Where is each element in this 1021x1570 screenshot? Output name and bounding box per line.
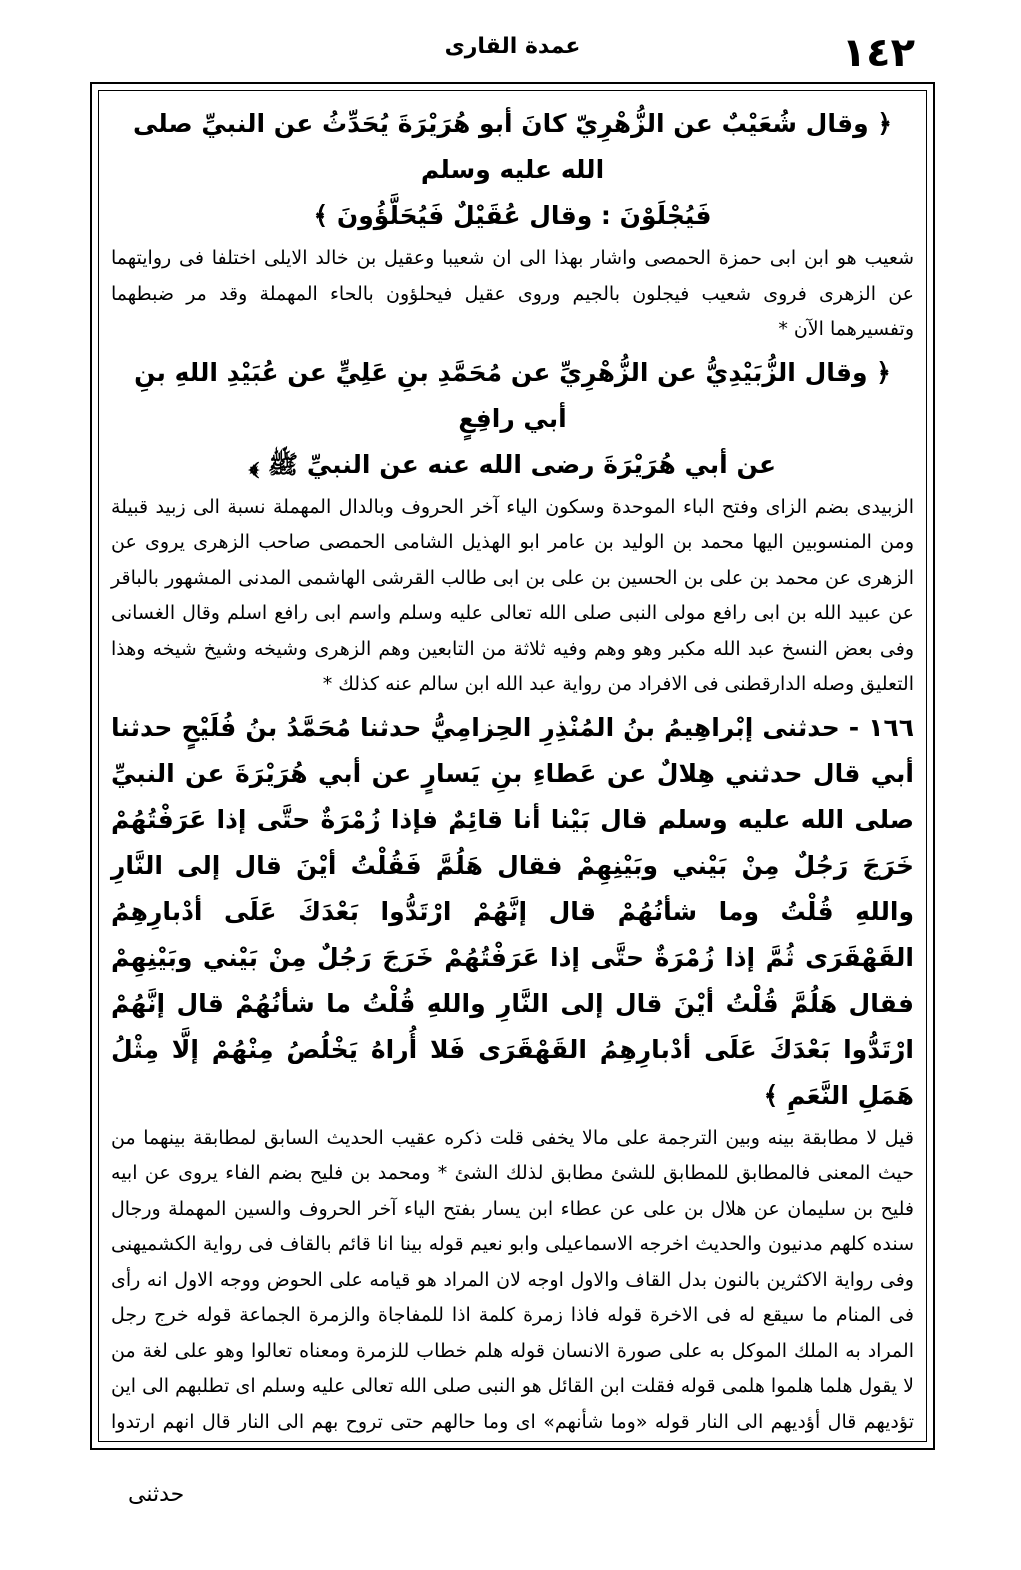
hadith-line: عن أبي هُرَيْرَةَ رضى الله عنه عن النبيِّ ﷺ ﴾ bbox=[248, 449, 777, 479]
hadith-block: ١٦٦ - حدثنى إبْراهِيمُ بنُ المُنْذِرِ الحِزامِيُّ حدثنا مُحَمَّدُ بنُ فُلَيْحٍ حدثنا أبي قال حدثني هِلالٌ عن عَطاءِ بنِ يَسارٍ عن أبي هُرَيْرَةَ عن النبيِّ صلى الله عليه وسلم قال بَيْنا أنا قائِمٌ فإذا زُمْرَةٌ حتَّى إذا عَرَفْتُهُمْ خَرَجَ رَجُلٌ مِنْ بَيْني وبَيْنِهِمْ فقال هَلُمَّ فَقُلْتُ أيْنَ قال إلى النَّارِ واللهِ قُلْتُ وما شأنُهُمْ قال إنَّهُمْ ارْتَدُّوا بَعْدَكَ عَلَى أدْبارِهِمُ القَهْقَرَى ثُمَّ إذا زُمْرَةٌ حتَّى إذا عَرَفْتُهُمْ خَرَجَ رَجُلٌ مِنْ بَيْني وبَيْنِهِمْ فقال هَلُمَّ قُلْتُ أيْنَ قال إلى النَّارِ واللهِ قُلْتُ ما شأنُهُمْ قال إنَّهُمْ ارْتَدُّوا بَعْدَكَ عَلَى أدْبارِهِمُ القَهْقَرَى فَلا أُراهُ يَخْلُصُ مِنْهُمْ إلَّا مِثْلُ هَمَلِ النَّعَمِ ﴾ bbox=[111, 712, 914, 1110]
hadith-line: ﴿ وقال الزُّبَيْدِيُّ عن الزُّهْرِيِّ عن مُحَمَّدِ بنِ عَلِيٍّ عن عُبَيْدِ اللهِ بنِ أبي رافِعٍ bbox=[134, 357, 891, 433]
hadith-text: حدثنى إبْراهِيمُ بنُ المُنْذِرِ الحِزامِيُّ حدثنا مُحَمَّدُ بنُ فُلَيْحٍ حدثنا أبي قال حدثني هِلالٌ عن عَطاءِ بنِ يَسارٍ عن أبي هُرَيْرَةَ عن النبيِّ صلى الله عليه وسلم قال بَيْنا أنا قائِمٌ فإذا زُمْرَةٌ حتَّى إذا عَرَفْتُهُمْ خَرَجَ رَجُلٌ مِنْ بَيْني وبَيْنِهِمْ فقال هَلُمَّ فَقُلْتُ أيْنَ قال إلى النَّارِ واللهِ قُلْتُ وما شأنُهُمْ قال إنَّهُمْ ارْتَدُّوا بَعْدَكَ عَلَى أدْبارِهِمُ القَهْقَرَى ثُمَّ إذا زُمْرَةٌ حتَّى إذا عَرَفْتُهُمْ خَرَجَ رَجُلٌ مِنْ بَيْني وبَيْنِهِمْ فقال هَلُمَّ قُلْتُ أيْنَ قال إلى النَّارِ واللهِ قُلْتُ ما شأنُهُمْ قال إنَّهُمْ ارْتَدُّوا بَعْدَكَ عَلَى أدْبارِهِمُ القَهْقَرَى فَلا أُراهُ يَخْلُصُ مِنْهُمْ إلَّا مِثْلُ هَمَلِ النَّعَمِ ﴾ bbox=[111, 712, 914, 1110]
hadith-block bbox=[111, 350, 914, 488]
hadith-line: فَيُجْلَوْنَ : وقال عُقَيْلٌ فَيُحَلَّؤُونَ ﴾ bbox=[313, 201, 712, 230]
commentary-block: شعيب هو ابن ابى حمزة الحمصى واشار بهذا الى ان شعيبا وعقيل بن خالد الايلى اختلفا فى روايتهما عن الزهرى فروى شعيب فيجلون بالجيم وروى عقيل فيحلؤون بالحاء المهملة وقد مر ضبطهما وتفسيرهما الآن * bbox=[111, 247, 914, 340]
commentary-block: قيل لا مطابقة بينه وبين الترجمة على مالا يخفى قلت ذكره عقيب الحديث السابق لمطابقة بينهما من حيث المعنى فالمطابق للمطابق للشئ مطابق لذلك الشئ * ومحمد بن فليح بضم الفاء يروى عن ابيه فليح بن سليمان عن هلال بن على عن عطاء ابن يسار بفتح الياء آخر الحروف والسين المهملة ورجال سنده كلهم مدنيون والحديث اخرجه الاسماعيلى وابو نعيم قوله بينا انا قائم بالقاف فى رواية الكشميهنى وفى رواية الاكثرين بالنون بدل القاف والاول اوجه لان المراد هو قيامه على الحوض ووجه الاول انه رأى فى المنام ما سيقع له فى الاخرة قوله فاذا زمرة كلمة اذا للمفاجاة والزمرة الجماعة قوله خرج رجل المراد به الملك الموكل به على صورة الانسان قوله هلم خطاب للزمرة ومعناه تعالوا وهو على لغة من لا يقول هلما هلموا هلمى قوله فقلت ابن القائل هو النبى صلى الله تعالى عليه وسلم اى تطلبهم الى اين تؤديهم قال أؤديهم الى النار قوله «وما شأنهم» اى وما حالهم حتى تروح بهم الى النار قال انهم ارتدوا bbox=[111, 1126, 914, 1433]
page-number: ١٤٢ bbox=[841, 30, 915, 76]
hadith-number: ١٦٦ bbox=[868, 712, 914, 742]
hadith-block bbox=[111, 101, 914, 239]
hadith-line: ﴿ وقال شُعَيْبٌ عن الزُّهْرِيّ كانَ أبو هُرَيْرَةَ يُحَدِّثُ عن النبيِّ صلى الله عليه وسلم bbox=[133, 109, 892, 184]
text-body bbox=[98, 90, 927, 1442]
commentary-block: الزبيدى بضم الزاى وفتح الباء الموحدة وسكون الياء آخر الحروف وبالدال المهملة نسبة الى زبيد قبيلة ومن المنسوبين اليها محمد بن الوليد بن عامر ابو الهذيل الشامى الحمصى صاحب الزهرى يروى عن الزهرى عن محمد بن على بن الحسين بن على بن ابى طالب القرشى الهاشمى المدنى المشهور بالباقر عن عبيد الله بن ابى رافع مولى النبى صلى الله تعالى عليه وسلم واسم ابى رافع اسلم وقال الغسانى وفى بعض النسخ عبد الله مكبر وهو وهم وفيه ثلاثة من التابعين وهم الزهرى وشيخه وشيخ شيخه وهذا التعليق وصله الدارقطنى فى الافراد من رواية عبد الله ابن سالم عنه كذلك * bbox=[111, 495, 914, 695]
catchword: حدثنى bbox=[128, 1482, 185, 1507]
running-title: عمدة القارى bbox=[444, 34, 581, 59]
page-frame bbox=[90, 82, 935, 1450]
page-header bbox=[90, 28, 935, 80]
